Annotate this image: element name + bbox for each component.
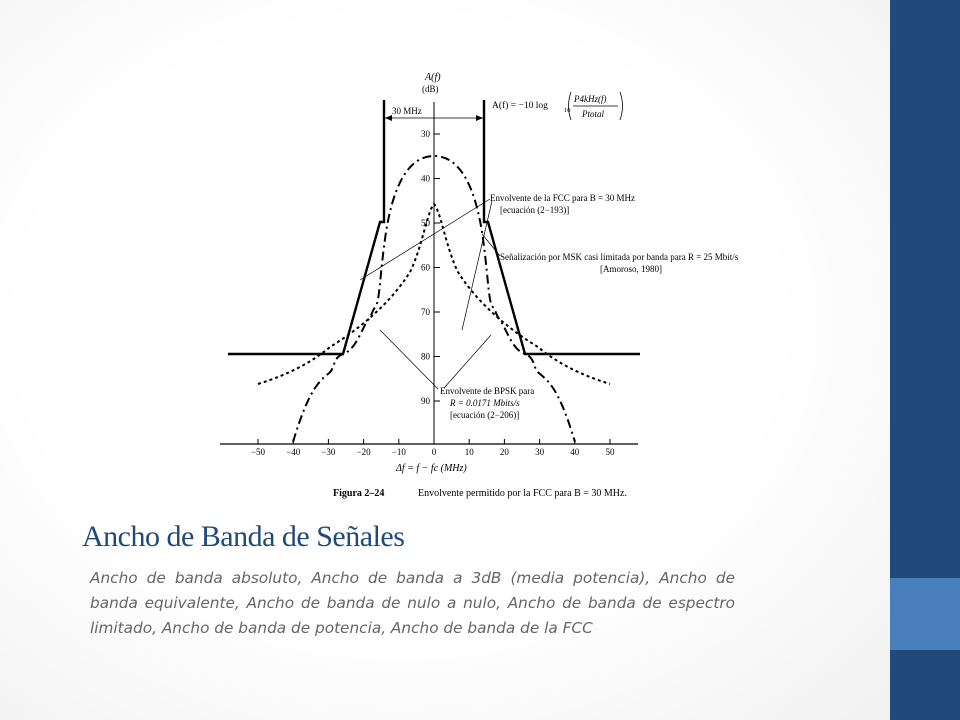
fcc-annotation-line2: [ecuación (2−193)] bbox=[500, 205, 570, 215]
y-tick-label: 70 bbox=[421, 307, 430, 317]
caption-text: Envolvente permitido por la FCC para B = 30 MHz. bbox=[418, 488, 627, 499]
bpsk-leader-lines bbox=[380, 330, 491, 389]
equation-numerator: P4kHz(f) bbox=[574, 94, 607, 104]
x-tick-label: −10 bbox=[391, 447, 406, 457]
equation-sub: 10 bbox=[564, 107, 571, 114]
figure-svg bbox=[200, 62, 800, 512]
y-tick-label: 40 bbox=[421, 173, 430, 184]
sidebar-accent-light bbox=[890, 578, 960, 650]
x-tick-label: 10 bbox=[464, 447, 474, 457]
y-tick-label: 30 bbox=[421, 129, 430, 139]
x-tick-label: 30 bbox=[535, 447, 545, 457]
x-tick-label: −30 bbox=[321, 447, 336, 457]
fcc-annotation-line1: Envolvente de la FCC para B = 30 MHz bbox=[490, 193, 636, 203]
slide-body-text: Ancho de banda absoluto, Ancho de banda a 3dB (media potencia), Ancho de banda equivalente, Ancho de banda de nulo a nulo, Ancho de banda de espectro limitado, Ancho de banda de potencia, Ancho de banda de la FCC bbox=[90, 569, 735, 637]
x-tick-label: 20 bbox=[499, 447, 509, 457]
equation-denominator: Ptotal bbox=[582, 109, 604, 119]
y-tick-label: 60 bbox=[421, 262, 430, 273]
x-tick-label: −20 bbox=[356, 447, 371, 457]
msk-annotation-line1: Señalización por MSK casi limitada por banda para R = 25 Mbit/s bbox=[500, 252, 739, 262]
y-tick-label: 50 bbox=[421, 218, 430, 228]
x-axis-label: Δf = f − fc (MHz) bbox=[396, 463, 467, 474]
y-axis-unit: (dB) bbox=[422, 84, 439, 94]
fcc-envelope-figure bbox=[200, 62, 800, 512]
bpsk-annotation-line3: [ecuación (2−206)] bbox=[450, 410, 520, 420]
x-tick-label: −50 bbox=[250, 447, 266, 457]
bpsk-annotation-line1: Envolvente de BPSK para bbox=[440, 386, 535, 396]
y-tick-marks bbox=[421, 129, 440, 406]
y-tick-label: 90 bbox=[421, 396, 430, 406]
equation-lhs: A(f) = −10 log bbox=[492, 101, 548, 111]
x-tick-marks bbox=[251, 439, 615, 457]
bpsk-annotation-line2: R = 0.0171 Mbits/s bbox=[450, 398, 520, 408]
msk-annotation-line2: [Amoroso, 1980] bbox=[600, 264, 662, 274]
y-axis-label: A(f) bbox=[425, 72, 441, 83]
caption-number: Figura 2–24 bbox=[333, 488, 385, 499]
x-tick-label: 50 bbox=[605, 447, 615, 457]
x-tick-label: 0 bbox=[431, 447, 437, 457]
x-tick-label: 40 bbox=[570, 447, 580, 457]
y-tick-label: 80 bbox=[421, 351, 430, 362]
x-tick-label: −40 bbox=[286, 447, 301, 457]
slide-title: Ancho de Banda de Señales bbox=[82, 520, 405, 553]
width-marker-label: 30 MHz bbox=[392, 106, 422, 116]
